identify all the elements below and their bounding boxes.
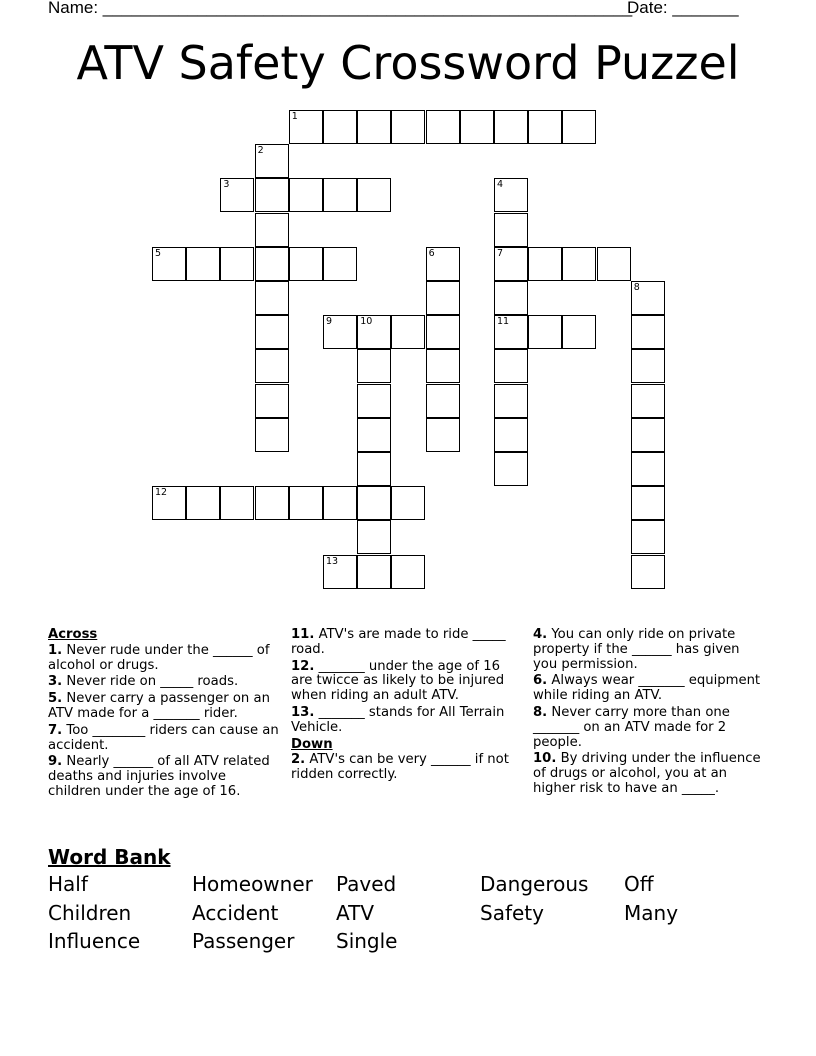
- crossword-cell[interactable]: [323, 486, 357, 520]
- crossword-cell[interactable]: [289, 247, 323, 281]
- crossword-cell[interactable]: [289, 110, 323, 144]
- clue-number: 4.: [533, 627, 548, 642]
- crossword-cell[interactable]: [494, 384, 528, 418]
- clue-number-label: 5: [155, 247, 162, 259]
- word-bank-item: Half: [48, 872, 88, 896]
- word-bank-item: Homeowner: [192, 872, 313, 896]
- crossword-cell[interactable]: [255, 213, 289, 247]
- clue-text: Never ride on _____ roads.: [62, 674, 239, 690]
- crossword-cell[interactable]: [323, 178, 357, 212]
- clue-number-label: 1: [291, 111, 298, 122]
- crossword-cell[interactable]: [631, 384, 665, 418]
- crossword-cell[interactable]: [562, 315, 596, 349]
- word-bank-item: Passenger: [192, 929, 295, 953]
- crossword-cell[interactable]: [255, 178, 289, 212]
- clue-across-5: [48, 692, 280, 722]
- crossword-cell[interactable]: [426, 349, 460, 383]
- clue-number-label: 6: [428, 247, 435, 259]
- word-bank-item: Paved: [336, 872, 397, 896]
- date-field-label: Date: _______: [627, 0, 739, 17]
- clue-text: Never carry a passenger on an ATV made for a _______ rider.: [48, 691, 270, 721]
- crossword-cell[interactable]: [357, 486, 391, 520]
- crossword-cell[interactable]: [289, 486, 323, 520]
- crossword-cell[interactable]: [255, 247, 289, 281]
- clue-text: Nearly ______ of all ATV related deaths and injuries involve children under the age of 16.: [48, 754, 270, 799]
- crossword-cell[interactable]: [220, 247, 254, 281]
- crossword-cell[interactable]: [460, 110, 494, 144]
- clue-number-label: 3: [223, 179, 230, 191]
- clue-number-label: 10: [360, 316, 373, 328]
- crossword-cell[interactable]: [255, 486, 289, 520]
- crossword-cell[interactable]: [391, 110, 425, 144]
- clue-number-label: 9: [326, 316, 333, 328]
- clue-across-12: [291, 660, 513, 704]
- clue-number: 6.: [533, 673, 548, 689]
- clue-across-9: [48, 755, 280, 799]
- clues-column-1: [48, 628, 280, 802]
- word-bank-item: Dangerous: [480, 872, 589, 896]
- crossword-cell[interactable]: [631, 281, 665, 315]
- crossword-cell[interactable]: [391, 315, 425, 349]
- crossword-cell[interactable]: [357, 418, 391, 452]
- clue-number-label: 7: [497, 247, 504, 259]
- crossword-cell[interactable]: [186, 486, 220, 520]
- clue-across-11: [291, 628, 513, 658]
- crossword-cell[interactable]: [562, 247, 596, 281]
- crossword-cell[interactable]: [391, 486, 425, 520]
- crossword-cell[interactable]: [391, 555, 425, 589]
- clue-text: Never rude under the ______ of alcohol or drugs.: [48, 642, 270, 673]
- word-bank-item: Influence: [48, 929, 141, 953]
- crossword-cell[interactable]: [289, 178, 323, 212]
- crossword-cell[interactable]: [631, 555, 665, 589]
- word-bank-item: Many: [624, 901, 679, 925]
- clue-number-label: 4: [497, 179, 504, 191]
- name-field-label: Name: ________________________________________________________: [48, 0, 633, 17]
- crossword-cell[interactable]: [220, 486, 254, 520]
- crossword-cell[interactable]: [323, 247, 357, 281]
- clue-down-8: [533, 706, 765, 750]
- word-bank-item: Single: [336, 929, 398, 953]
- clue-number: 1.: [48, 642, 63, 658]
- crossword-cell[interactable]: [255, 349, 289, 383]
- crossword-cell[interactable]: [494, 315, 528, 349]
- clue-text: By driving under the influence of drugs or alcohol, you at an higher risk to have an _____.: [533, 751, 761, 796]
- word-bank-item: Accident: [192, 901, 279, 925]
- crossword-cell[interactable]: [255, 144, 289, 178]
- clue-across-7: [48, 724, 280, 754]
- clue-number: 13.: [291, 704, 315, 720]
- crossword-cell[interactable]: [357, 555, 391, 589]
- clue-number-label: 13: [326, 555, 339, 567]
- crossword-cell[interactable]: [631, 315, 665, 349]
- clue-across-3: [48, 675, 280, 690]
- clue-text: ATV's are made to ride _____ road.: [291, 627, 506, 657]
- clue-number-label: 8: [633, 282, 640, 293]
- clue-across-13: [291, 706, 513, 736]
- clue-number: 7.: [48, 722, 63, 738]
- across-heading: Across: [48, 627, 98, 642]
- clue-number: 11.: [291, 627, 315, 642]
- crossword-cell[interactable]: [426, 247, 460, 281]
- crossword-cell[interactable]: [323, 315, 357, 349]
- crossword-cell[interactable]: [494, 178, 528, 212]
- crossword-cell[interactable]: [631, 418, 665, 452]
- word-bank-item: ATV: [336, 901, 375, 925]
- word-bank-item: Children: [48, 901, 132, 925]
- crossword-cell[interactable]: [357, 520, 391, 554]
- word-bank-item: Off: [624, 872, 654, 896]
- down-heading: Down: [291, 736, 333, 752]
- crossword-cell[interactable]: [186, 247, 220, 281]
- crossword-cell[interactable]: [426, 315, 460, 349]
- crossword-cell[interactable]: [323, 555, 357, 589]
- crossword-cell[interactable]: [631, 520, 665, 554]
- clue-number: 5.: [48, 691, 63, 707]
- clue-down-6: [533, 674, 765, 704]
- word-bank-item: Safety: [480, 901, 544, 925]
- clue-number: 10.: [533, 751, 557, 767]
- crossword-cell[interactable]: [357, 178, 391, 212]
- crossword-cell[interactable]: [426, 281, 460, 315]
- clue-across-1: [48, 644, 280, 674]
- crossword-cell[interactable]: [255, 418, 289, 452]
- crossword-cell[interactable]: [494, 281, 528, 315]
- crossword-cell[interactable]: [357, 110, 391, 144]
- clue-number-label: 2: [257, 145, 264, 157]
- crossword-cell[interactable]: [494, 452, 528, 486]
- crossword-cell[interactable]: [357, 452, 391, 486]
- crossword-cell[interactable]: [255, 315, 289, 349]
- crossword-cell[interactable]: [494, 110, 528, 144]
- clue-text: Too ________ riders can cause an accident.: [48, 722, 279, 753]
- crossword-cell[interactable]: [528, 247, 562, 281]
- clue-text: You can only ride on private property if the ______ has given you permission.: [533, 627, 740, 672]
- crossword-cell[interactable]: [357, 315, 391, 349]
- clue-text: _______ under the age of 16 are twicce as likely to be injured when riding an adult ATV.: [291, 658, 505, 704]
- crossword-cell[interactable]: [357, 349, 391, 383]
- crossword-cell[interactable]: [631, 486, 665, 520]
- crossword-cell[interactable]: [528, 110, 562, 144]
- clue-number: 2.: [291, 752, 306, 768]
- clue-text: Always wear _______ equipment while riding an ATV.: [533, 673, 761, 704]
- crossword-cell[interactable]: [426, 110, 460, 144]
- crossword-cell[interactable]: [528, 315, 562, 349]
- crossword-cell[interactable]: [597, 247, 631, 281]
- clues-column-3: [533, 628, 765, 799]
- crossword-cell[interactable]: [220, 178, 254, 212]
- clue-down-4: [533, 628, 765, 672]
- clue-number-label: 12: [155, 487, 168, 499]
- crossword-cell[interactable]: [323, 110, 357, 144]
- word-bank-title: Word Bank: [48, 845, 171, 869]
- crossword-cell[interactable]: [152, 247, 186, 281]
- clue-text: ATV's can be very ______ if not ridden correctly.: [291, 752, 509, 783]
- clue-text: Never carry more than one _______ on an ATV made for 2 people.: [533, 704, 730, 750]
- crossword-cell[interactable]: [255, 281, 289, 315]
- clue-down-2: [291, 753, 513, 783]
- clue-number: 12.: [291, 658, 315, 674]
- clue-number-label: 11: [497, 316, 510, 328]
- crossword-cell[interactable]: [631, 349, 665, 383]
- page-title: ATV Safety Crossword Puzzel: [76, 36, 740, 90]
- clue-text: _______ stands for All Terrain Vehicle.: [291, 704, 505, 735]
- clue-down-10: [533, 752, 765, 796]
- crossword-cell[interactable]: [494, 418, 528, 452]
- clues-column-2: [291, 628, 513, 785]
- crossword-cell[interactable]: [494, 349, 528, 383]
- crossword-cell[interactable]: [426, 384, 460, 418]
- crossword-cell[interactable]: [562, 110, 596, 144]
- clue-number: 9.: [48, 754, 63, 770]
- clue-number: 3.: [48, 674, 63, 690]
- crossword-cell[interactable]: [494, 213, 528, 247]
- clue-number: 8.: [533, 704, 548, 720]
- crossword-cell[interactable]: [426, 418, 460, 452]
- crossword-cell[interactable]: [631, 452, 665, 486]
- crossword-cell[interactable]: [152, 486, 186, 520]
- crossword-cell[interactable]: [255, 384, 289, 418]
- crossword-cell[interactable]: [494, 247, 528, 281]
- crossword-cell[interactable]: [357, 384, 391, 418]
